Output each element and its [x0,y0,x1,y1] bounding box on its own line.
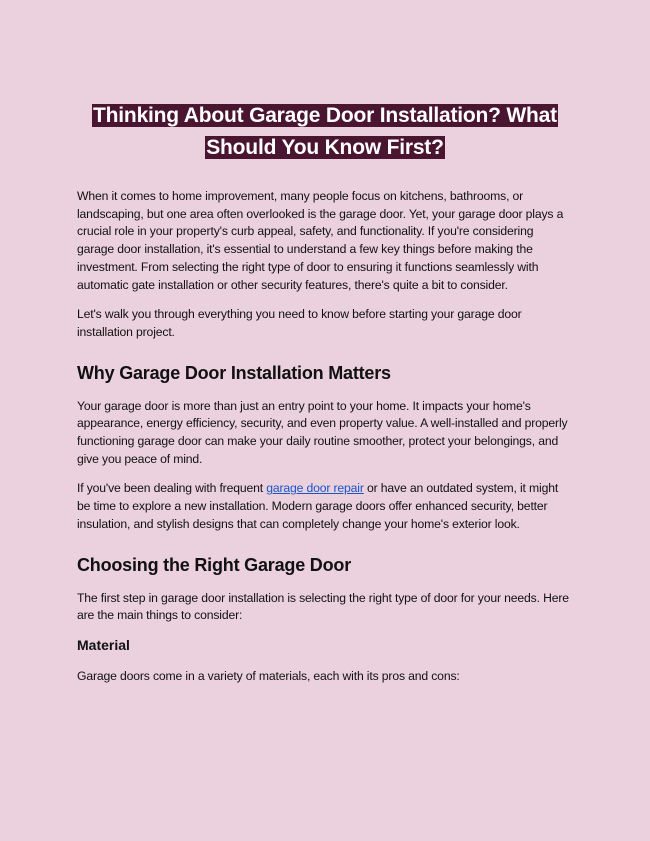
why-paragraph-2 [77,480,573,533]
subheading-material: Material [77,636,130,653]
page-title-text: Thinking About Garage Door Installation? What Should You Know First? [93,104,557,159]
section-heading-why: Why Garage Door Installation Matters [77,362,391,383]
garage-door-repair-link[interactable]: garage door repair [266,481,364,496]
why-paragraph: Your garage door is more than just an entry point to your home. It impacts your home's appearance, energy efficiency, security, and even property value. A well-installed and properly functioning garage door can make your daily routine smoother, protect your belongings, and give you peace of mind. [77,398,568,466]
material-paragraph: Garage doors come in a variety of materials, each with its pros and cons: [77,668,460,683]
why-paragraph-2-end: or have an outdated system, it might be time to explore a new installation. Modern garage doors offer enhanced security, better insulation, and stylish designs that can completely change your home's exterior look. [77,481,559,531]
page-title [77,100,573,164]
document-page [77,100,573,698]
intro-paragraph: When it comes to home improvement, many people focus on kitchens, bathrooms, or landscaping, but one area often overlooked is the garage door. Yet, your garage door plays a crucial role in your property's curb appeal, safety, and functionality. If you're considering garage door installation, it's essential to understand a few key things before making the investment. From selecting the right type of door to ensuring it functions seamlessly with automatic gate installation or other security features, there's quite a bit to consider. [77,189,564,292]
choosing-paragraph: The first step in garage door installation is selecting the right type of door for your needs. Here are the main things to consider: [77,590,569,623]
why-paragraph-2-start: If you've been dealing with frequent [77,481,267,496]
intro-paragraph-2: Let's walk you through everything you need to know before starting your garage door installation project. [77,307,522,339]
section-heading-choosing: Choosing the Right Garage Door [77,554,352,575]
